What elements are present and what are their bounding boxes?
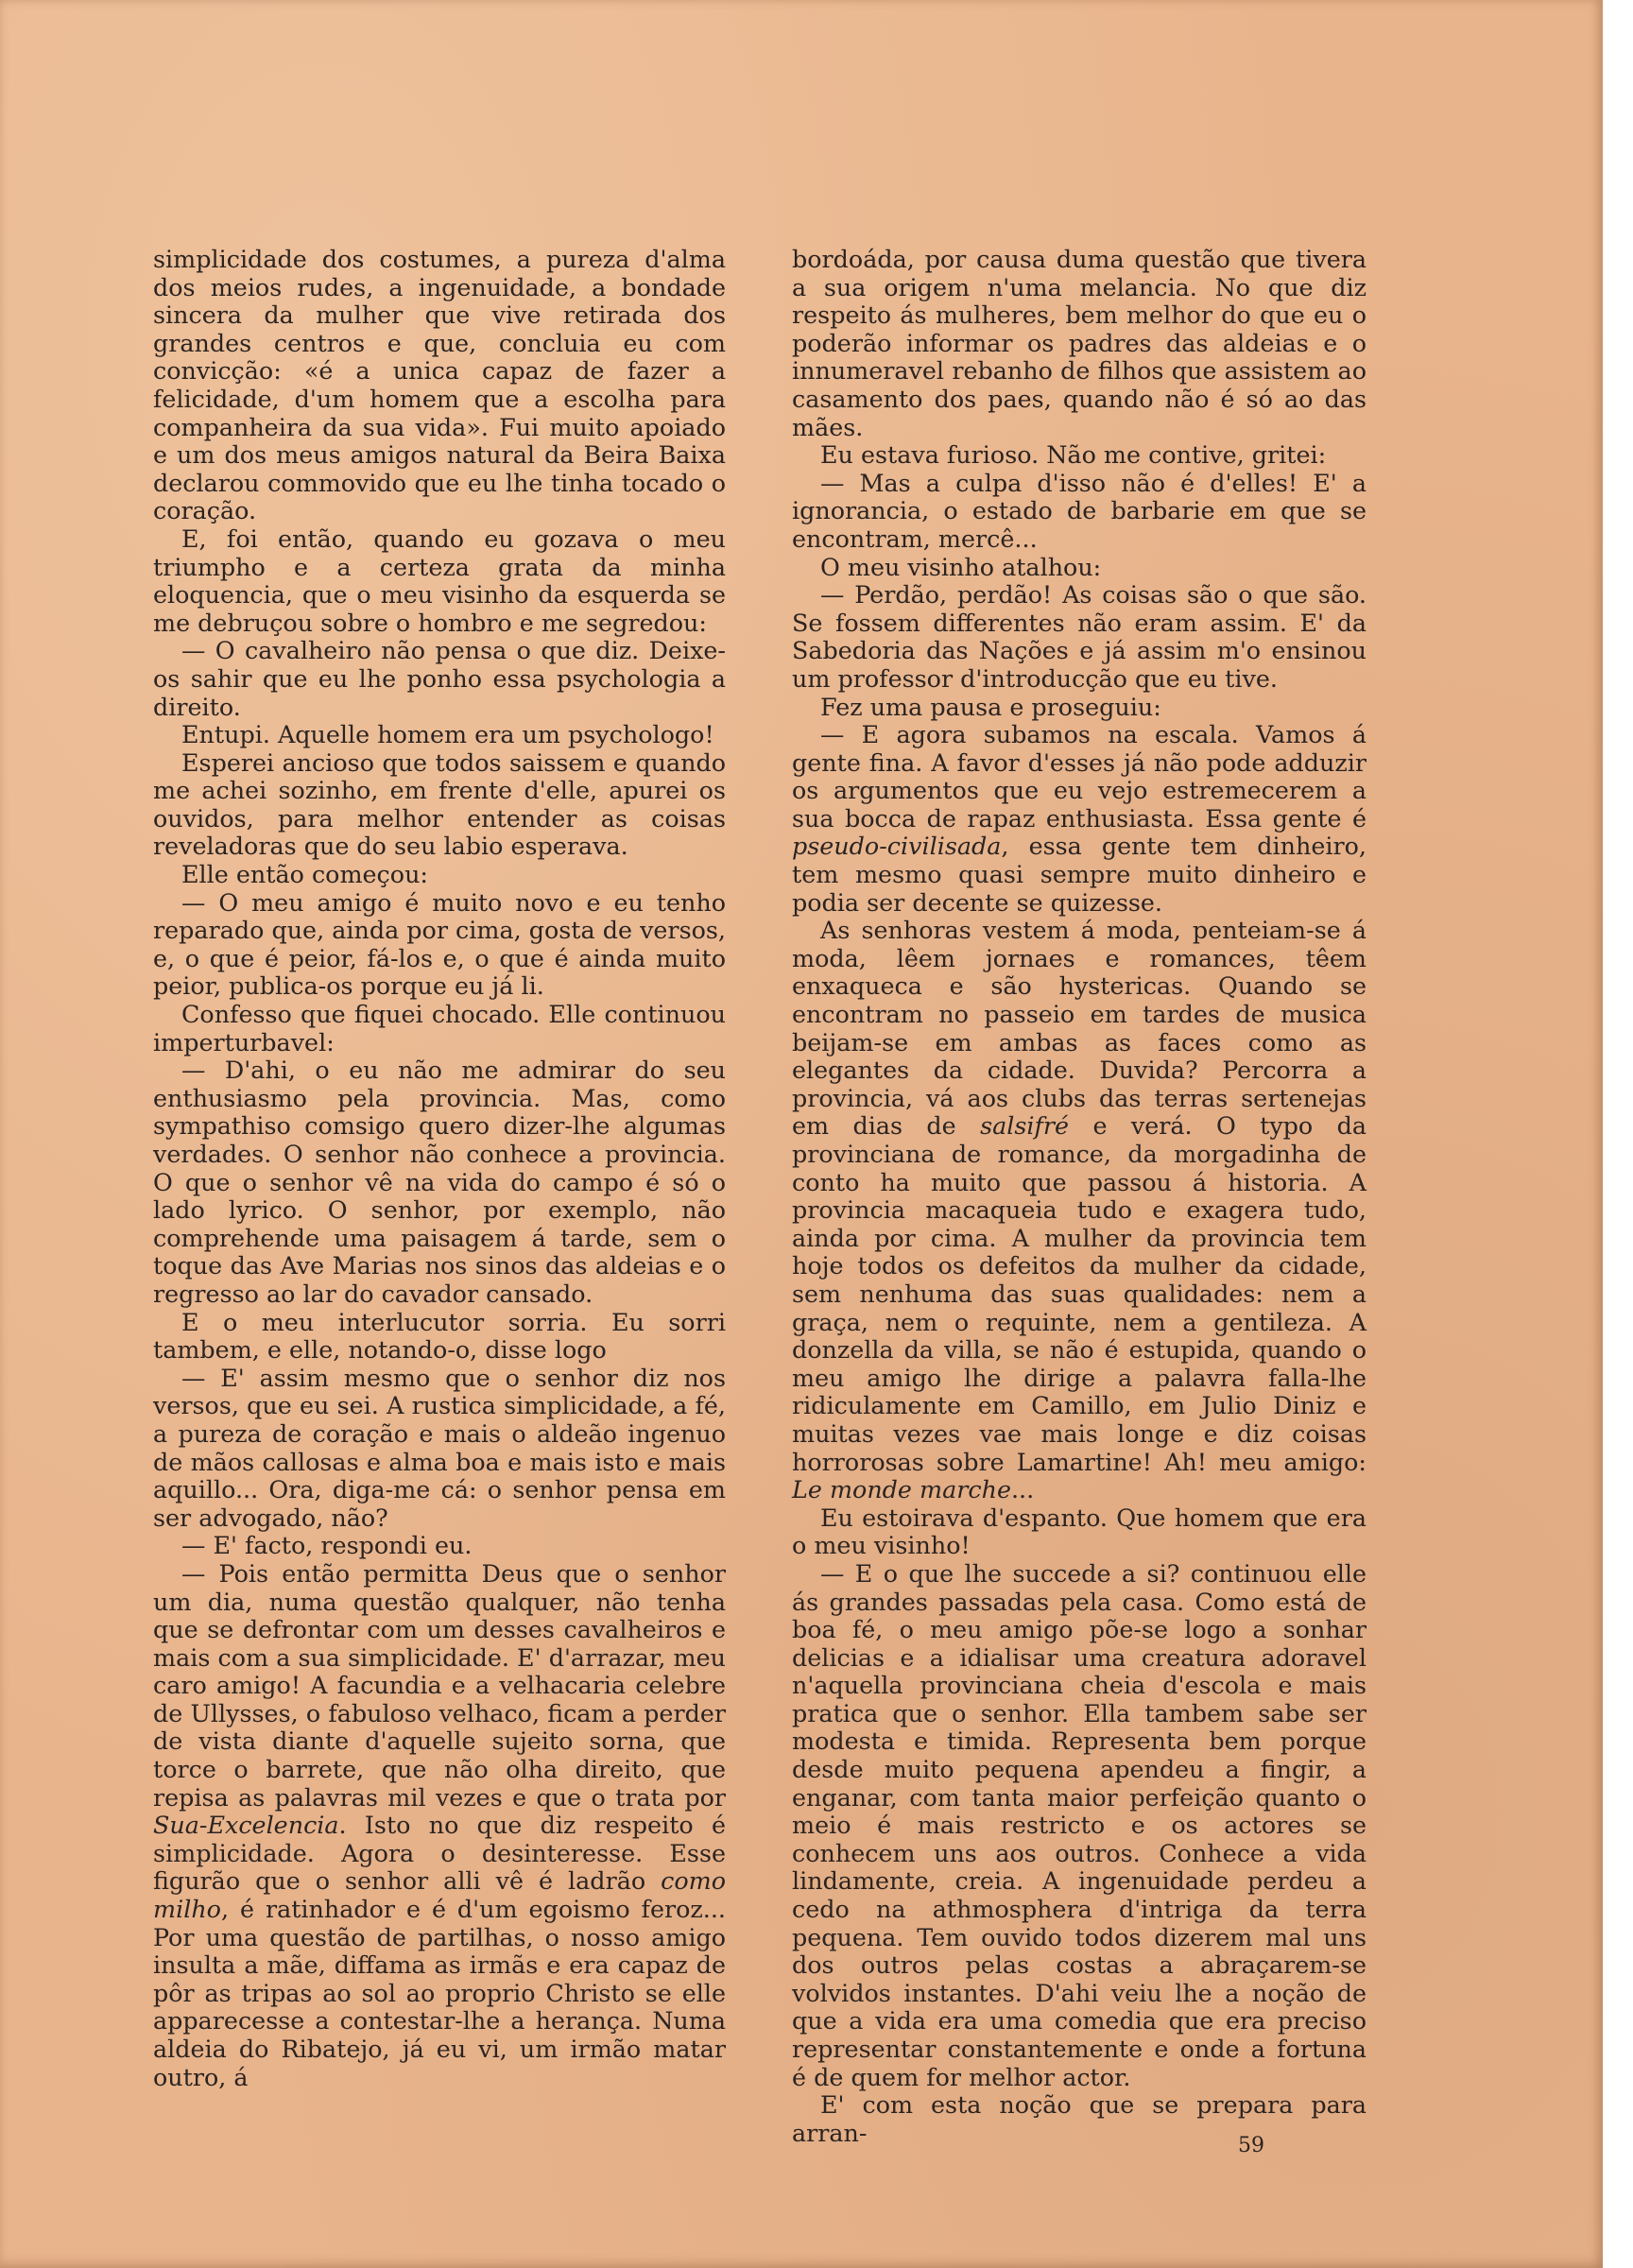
italic-phrase: como milho [153, 1866, 726, 1924]
page-number: 59 [1238, 2134, 1264, 2157]
paragraph: E o meu interlucutor sorria. Eu sorri tambem, e elle, notando-o, disse logo [153, 1307, 726, 1365]
paragraph: — Perdão, perdão! As coisas são o que são. Se fossem differentes não eram assim. E' da Sabedoria das Nações e já assim m'o ensinou um professor d'introducção que eu tive. [792, 580, 1367, 693]
paragraph: — Mas a culpa d'isso não é d'elles! E' a ignorancia, o estado de barbarie em que se encontram, mercê... [792, 468, 1367, 553]
paragraph [792, 917, 1367, 1503]
text-run: As senhoras vestem á moda, penteiam-se á moda, lêem jornaes e romances, têem enxaqueca e são hystericas. Quando se encontram no passeio em tardes de musica beijam-se em ambas as faces como as elegantes da cidade. Duvida? Percorra a provincia, vá aos clubs das terras sertenejas em dias de [792, 916, 1367, 1141]
paragraph: — D'ahi, o eu não me admirar do seu enthusiasmo pela provincia. Mas, como sympathiso comsigo quero dizer-lhe algumas verdades. O senhor não conhece a provincia. O que o senhor vê na vida do campo é só o lado lyrico. O senhor, por exemplo, não comprehende uma paisagem á tarde, sem o toque das Ave Marias nos sinos das aldeias e o regresso ao lar do cavador cansado. [153, 1056, 726, 1308]
left-text-column [153, 246, 726, 2091]
italic-phrase: salsifré [980, 1111, 1070, 1141]
text-run: e verá. O typo da provinciana de romance, da morgadinha de conto ha muito que passou á historia. A provincia macaqueia tudo e exagera tudo, ainda por cima. A mulher da provincia tem hoje todos os defeitos da mulher da cidade, sem nenhuma das suas qualidades: nem a graça, nem o requinte, nem a gentileza. A donzella da villa, se não é estupida, quando o meu amigo lhe dirige a palavra falla-lhe ridiculamente em Camillo, em Julio Diniz e muitas vezes vae mais longe e diz coisas horrorosas sobre Lamartine! Ah! meu amigo: [792, 1111, 1367, 1476]
text-run: , essa gente tem dinheiro, tem mesmo quasi sempre muito dinheiro e podia ser decente se quizesse. [792, 832, 1367, 917]
paragraph [153, 1560, 726, 2091]
right-text-column [792, 246, 1367, 2147]
paragraph: simplicidade dos costumes, a pureza d'alma dos meios rudes, a ingenuidade, a bondade sincera da mulher que vive retirada dos grandes centros e que, concluia eu com convicção: «é a unica capaz de fazer a felicidade, d'um homem que a escolha para companheira da sua vida». Fui muito apoiado e um dos meus amigos natural da Beira Baixa declarou commovido que eu lhe tinha tocado o coração. [153, 245, 726, 525]
text-run: — E agora subamos na escala. Vamos á gente fina. A favor d'esses já não pode adduzir os argumentos que eu vejo estremecerem a sua bocca de rapaz enthusiasta. Essa gente é [792, 720, 1367, 833]
text-run: . Isto no que diz respeito é simplicidade. Agora o desinteresse. Esse figurão que o senhor alli vê é ladrão [153, 1811, 726, 1896]
paragraph: — O meu amigo é muito novo e eu tenho reparado que, ainda por cima, gosta de versos, e, o que é peior, fá-los e, o que é ainda muito peior, publica-os porque eu já li. [153, 887, 726, 1001]
text-run: , é ratinhador e é d'um egoismo feroz... Por uma questão de partilhas, o nosso amigo insulta a mãe, diffama as irmãs e era capaz de pôr as tripas ao sol ao proprio Christo se elle apparecesse a contestar-lhe a herança. Numa aldeia do Ribatejo, já eu vi, um irmão matar outro, á [153, 1895, 726, 2091]
paragraph: Elle então começou: [181, 860, 428, 889]
scan-background [1603, 0, 1633, 2268]
paragraph: — E' assim mesmo que o senhor diz nos versos, que eu sei. A rustica simplicidade, a fé, a pureza de coração e mais o aldeão ingenuo de mãos callosas e alma boa e mais isto e mais aquillo... Ora, diga-me cá: o senhor pensa em ser advogado, não? [153, 1363, 726, 1532]
italic-phrase: pseudo-civilisada [792, 832, 1002, 861]
text-run: ... [1010, 1475, 1035, 1504]
italic-phrase: Le monde marche [792, 1475, 1011, 1504]
italic-phrase: Sua-Excelencia [153, 1811, 339, 1840]
paragraph: Eu estoirava d'espanto. Que homem que era o meu visinho! [792, 1503, 1367, 1560]
text-run: — Pois então permitta Deus que o senhor um dia, numa questão qualquer, não tenha que se defrontar com um desses cavalheiros e mais com a sua simplicidade. E' d'arrazar, meu caro amigo! A facundia e a velhacaria celebre de Ullysses, o fabuloso velhaco, ficam a perder de vista diante d'aquelle sujeito sorna, que torce o barrete, que não olha direito, que repisa as palavras mil vezes e que o trata por [153, 1558, 726, 1812]
paragraph: Eu estava furioso. Não me contive, gritei: [820, 440, 1327, 470]
paragraph: O meu visinho atalhou: [820, 552, 1102, 581]
paragraph: Esperei ancioso que todos saissem e quando me achei sozinho, em frente d'elle, apurei os ouvidos, para melhor entender as coisas reveladoras que do seu labio esperava. [153, 747, 726, 861]
paragraph: E, foi então, quando eu gozava o meu triumpho e a certeza grata da minha eloquencia, que o meu visinho da esquerda se me debruçou sobre o hombro e me segredou: [153, 524, 726, 637]
paragraph: Confesso que fiquei chocado. Elle continuou imperturbavel: [153, 1000, 726, 1057]
paragraph: Fez uma pausa e proseguiu: [820, 692, 1161, 721]
paragraph: bordoáda, por causa duma questão que tivera a sua origem n'uma melancia. No que diz respeito ás mulheres, bem melhor do que eu o poderão informar os padres das aldeias e o innumeravel rebanho de filhos que assistem ao casamento dos paes, quando não é só ao das mães. [792, 245, 1367, 441]
paragraph: — O cavalheiro não pensa o que diz. Deixe-os sahir que eu lhe ponho essa psychologia a direito. [153, 636, 726, 721]
paragraph: Entupi. Aquelle homem era um psychologo! [181, 720, 714, 749]
paragraph: — E o que lhe succede a si? continuou elle ás grandes passadas pela casa. Como está de boa fé, o meu amigo põe-se logo a sonhar delicias e a idialisar uma creatura adoravel n'aquella provinciana cheia d'escola e mais pratica que o senhor. Ella tambem sabe ser modesta e timida. Representa bem porque desde muito pequena apendeu a fingir, a enganar, com tanta maior perfeição quanto o meio é mais restricto e os actores se conhecem uns aos outros. Conhece a vida lindamente, creia. A ingenuidade perdeu a cedo na athmosphera d'intriga da terra pequena. Tem ouvido todos dizerem mal uns dos outros pelas costas a abraçarem-se volvidos instantes. D'ahi veiu lhe a noção de que a vida era uma comedia que era preciso representar constantemente e onde a fortuna é de quem for melhor actor. [792, 1558, 1367, 2091]
paragraph [792, 721, 1367, 917]
paragraph: E' com esta noção que se prepara para arran- [792, 2090, 1367, 2147]
paragraph: — E' facto, respondi eu. [181, 1531, 473, 1560]
